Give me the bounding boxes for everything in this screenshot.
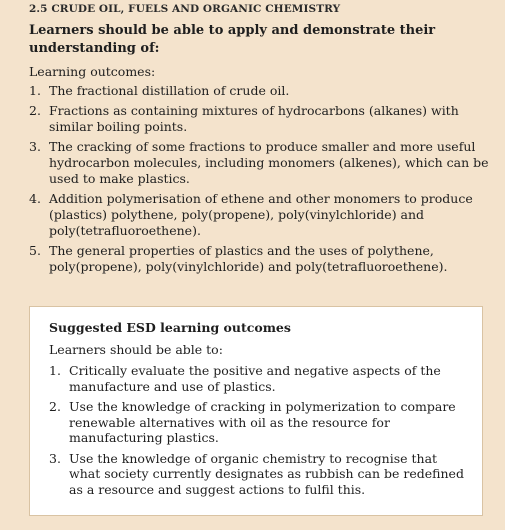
esd-outcomes-list: [49, 363, 469, 502]
list-item-number: 4.: [29, 191, 41, 206]
list-item: [29, 139, 491, 187]
list-item: [29, 103, 491, 135]
list-item-text: The fractional distillation of crude oil.: [49, 83, 290, 98]
list-item-number: 2.: [29, 103, 41, 118]
list-item-text: The general properties of plastics and the uses of polythene, poly(propene), poly(vinylchloride) and poly(tetrafluoroethene).: [49, 243, 448, 274]
list-item-text: The cracking of some fractions to produce smaller and more useful hydrocarbon molecules, including monomers (alkenes), which can be used to make plastics.: [49, 139, 489, 186]
list-item-number: 2.: [49, 399, 61, 414]
list-item-text: Critically evaluate the positive and negative aspects of the manufacture and use of plastics.: [69, 363, 441, 394]
list-item-number: 3.: [49, 450, 61, 466]
list-item-text: Fractions as containing mixtures of hydrocarbons (alkanes) with similar boiling points.: [49, 103, 459, 134]
list-item: [29, 83, 491, 99]
list-item-number: 3.: [29, 139, 41, 154]
list-item: [29, 191, 491, 239]
list-item-number: 1.: [29, 83, 41, 98]
list-item-text: Addition polymerisation of ethene and other monomers to produce (plastics) polythene, poly(propene), poly(vinylchloride) and poly(tetrafluoroethene).: [49, 191, 473, 238]
section-title: 2.5 CRUDE OIL, FUELS AND ORGANIC CHEMISTRY: [29, 3, 341, 15]
list-item: [49, 451, 469, 498]
esd-intro: Learners should be able to:: [49, 342, 223, 357]
list-item-number: 1.: [49, 363, 61, 378]
esd-outcomes-box: [29, 306, 483, 516]
section-intro: Learners should be able to apply and demonstrate their understanding of:: [29, 23, 436, 56]
list-item-number: 5.: [29, 243, 41, 258]
list-item: [29, 243, 491, 275]
list-item-text: Use the knowledge of organic chemistry to recognise that what society currently designates as rubbish can be redefined as a resource and suggest actions to fulfil this.: [69, 450, 464, 497]
list-item-text: Use the knowledge of cracking in polymerization to compare renewable alternatives with oil as the resource for manufacturing plastics.: [69, 399, 456, 445]
list-item: [49, 363, 469, 394]
esd-title: Suggested ESD learning outcomes: [49, 320, 291, 335]
learning-outcomes-heading: Learning outcomes:: [29, 64, 156, 79]
learning-outcomes-list: [29, 83, 491, 279]
list-item: [49, 399, 469, 446]
